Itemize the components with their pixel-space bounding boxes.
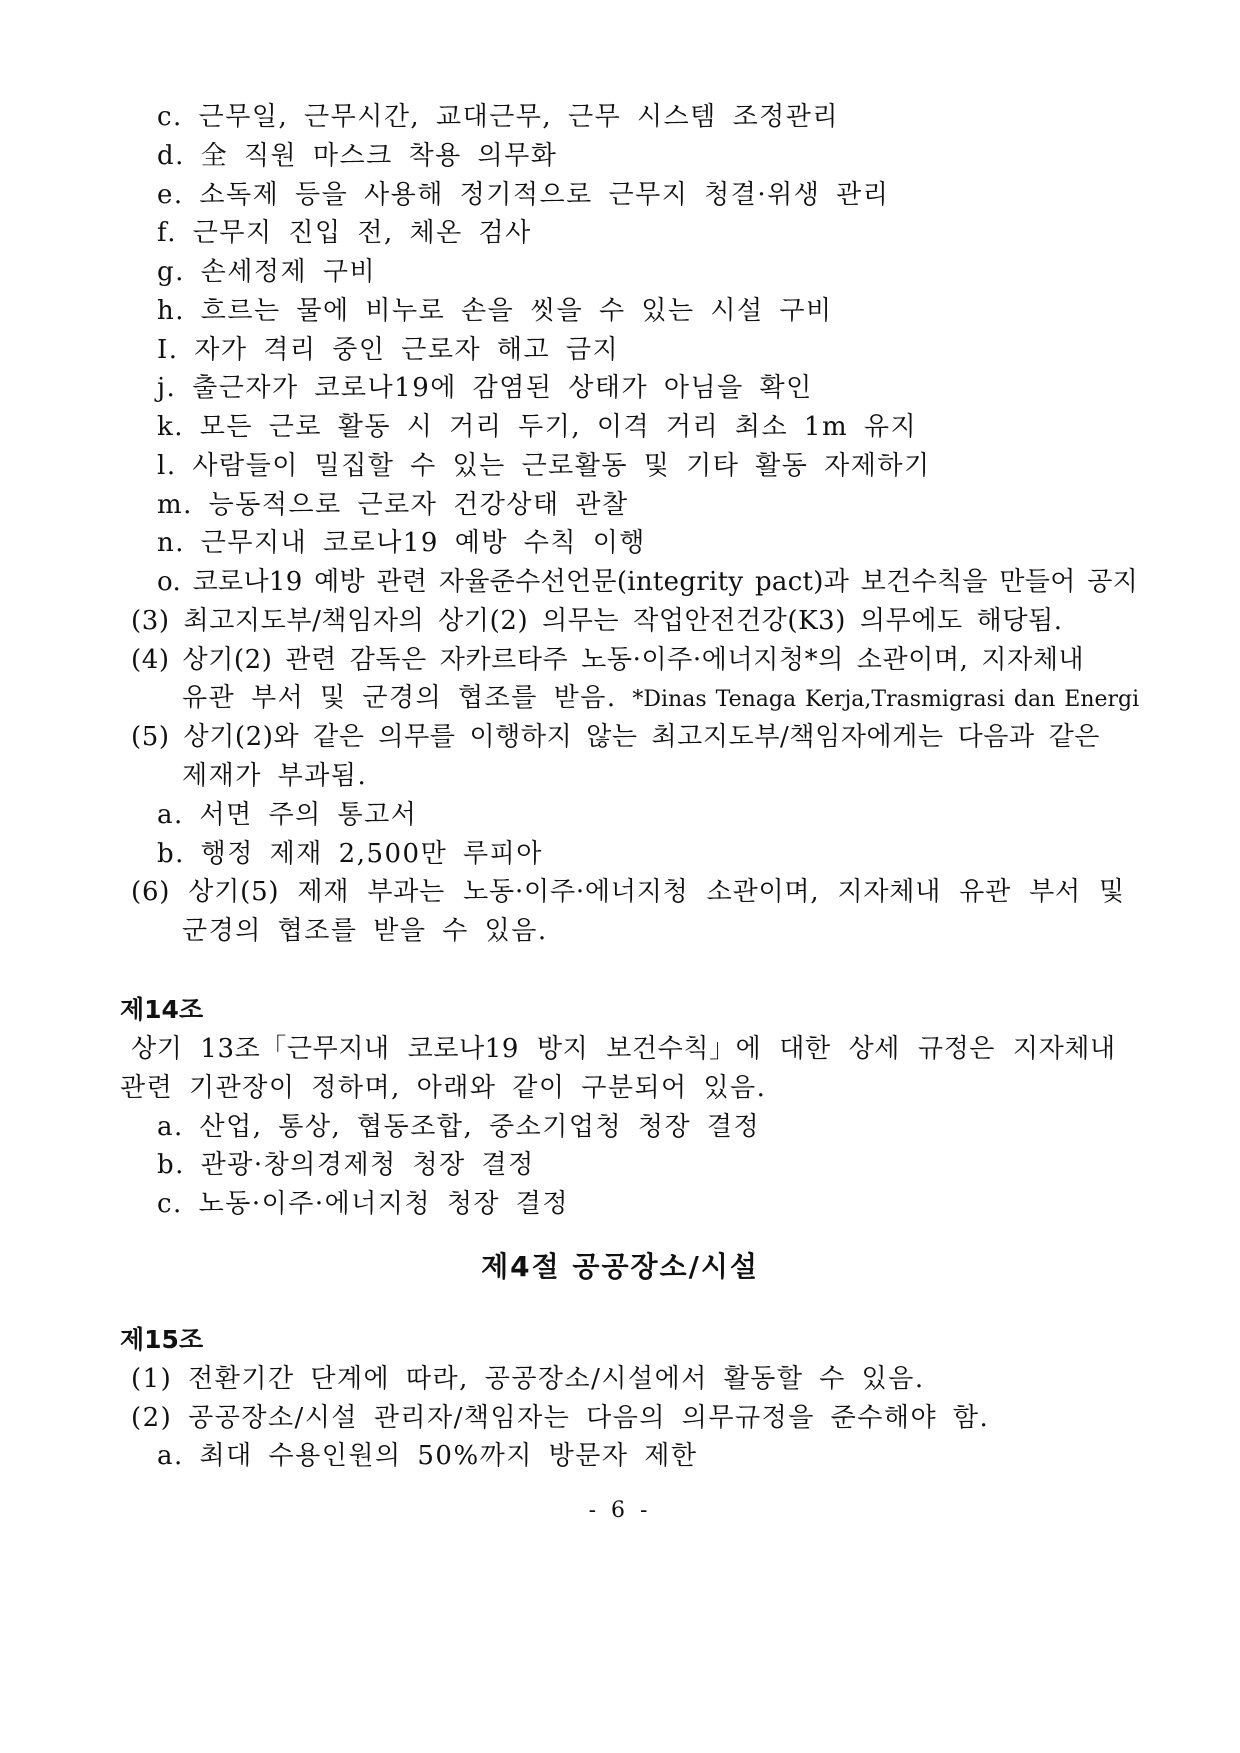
paragraph-4-line-2 (182, 681, 1139, 717)
paragraph-5-item-b: b. 행정 제재 2,500만 루피아 (157, 839, 543, 869)
article-14-line-2: 관련 기관장이 정하며, 아래와 같이 구분되어 있음. (120, 1073, 767, 1103)
article-14-item-a: a. 산업, 통상, 협동조합, 중소기업청 청장 결정 (157, 1112, 761, 1142)
paragraph-5-line-2: 제재가 부과됨. (182, 761, 368, 791)
list-item-j: j. 출근자가 코로나19에 감염된 상태가 아님을 확인 (157, 373, 813, 403)
paragraph-6-line-1: (6) 상기(5) 제재 부과는 노동·이주·에너지청 소관이며, 지자체내 유관 부서 및 (131, 877, 1125, 907)
paragraph-3: (3) 최고지도부/책임자의 상기(2) 의무는 작업안전건강(K3) 의무에도 해당됨. (131, 606, 1063, 636)
list-item-k: k. 모든 근로 활동 시 거리 두기, 이격 거리 최소 1m 유지 (157, 412, 918, 442)
list-item-d: d. 全 직원 마스크 착용 의무화 (157, 141, 558, 171)
article-14-item-b: b. 관광·창의경제청 청장 결정 (157, 1150, 535, 1180)
list-item-h: h. 흐르는 물에 비누로 손을 씻을 수 있는 시설 구비 (157, 296, 833, 326)
list-item-g: g. 손세정제 구비 (157, 257, 377, 287)
paragraph-4-line-1: (4) 상기(2) 관련 감독은 자카르타주 노동·이주·에너지청*의 소관이며, 지자체내 (131, 645, 1085, 675)
paragraph-6-line-2: 군경의 협조를 받을 수 있음. (182, 916, 548, 946)
paragraph-4-footnote: *Dinas Tenaga Kerja,Trasmigrasi dan Energi (632, 687, 1140, 712)
list-item-l: l. 사람들이 밀집할 수 있는 근로활동 및 기타 활동 자제하기 (157, 451, 931, 481)
paragraph-5-line-1: (5) 상기(2)와 같은 의무를 이행하지 않는 최고지도부/책임자에게는 다음과 같은 (131, 722, 1101, 752)
list-item-o: o. 코로나19 예방 관련 자율준수선언문(integrity pact)과 보건수칙을 만들어 공지 (157, 567, 1139, 597)
article-14-heading: 제14조 (120, 995, 204, 1024)
paragraph-4-text: 유관 부서 및 군경의 협조를 받음. (182, 683, 617, 713)
list-item-n: n. 근무지내 코로나19 예방 수칙 이행 (157, 528, 646, 558)
article-14-line-1: 상기 13조「근무지내 코로나19 방지 보건수칙」에 대한 상세 규정은 지자체내 (131, 1034, 1116, 1064)
article-15-paragraph-1: (1) 전환기간 단계에 따라, 공공장소/시설에서 활동할 수 있음. (131, 1364, 925, 1394)
article-14-item-c: c. 노동·이주·에너지청 청장 결정 (157, 1189, 570, 1219)
article-15-paragraph-2: (2) 공공장소/시설 관리자/책임자는 다음의 의무규정을 준수해야 함. (131, 1403, 990, 1433)
section-4-title: 제4절 공공장소/시설 (481, 1250, 759, 1283)
list-item-m: m. 능동적으로 근로자 건강상태 관찰 (157, 490, 629, 520)
list-item-i: I. 자가 격리 중인 근로자 해고 금지 (157, 335, 620, 365)
article-15-heading: 제15조 (120, 1325, 204, 1354)
page-number: - 6 - (588, 1498, 652, 1523)
list-item-c: c. 근무일, 근무시간, 교대근무, 근무 시스템 조정관리 (157, 102, 840, 132)
list-item-e: e. 소독제 등을 사용해 정기적으로 근무지 청결·위생 관리 (157, 180, 890, 210)
list-item-f: f. 근무지 진입 전, 체온 검사 (157, 218, 532, 248)
paragraph-5-item-a: a. 서면 주의 통고서 (157, 800, 418, 830)
article-15-item-a: a. 최대 수용인원의 50%까지 방문자 제한 (157, 1441, 698, 1471)
